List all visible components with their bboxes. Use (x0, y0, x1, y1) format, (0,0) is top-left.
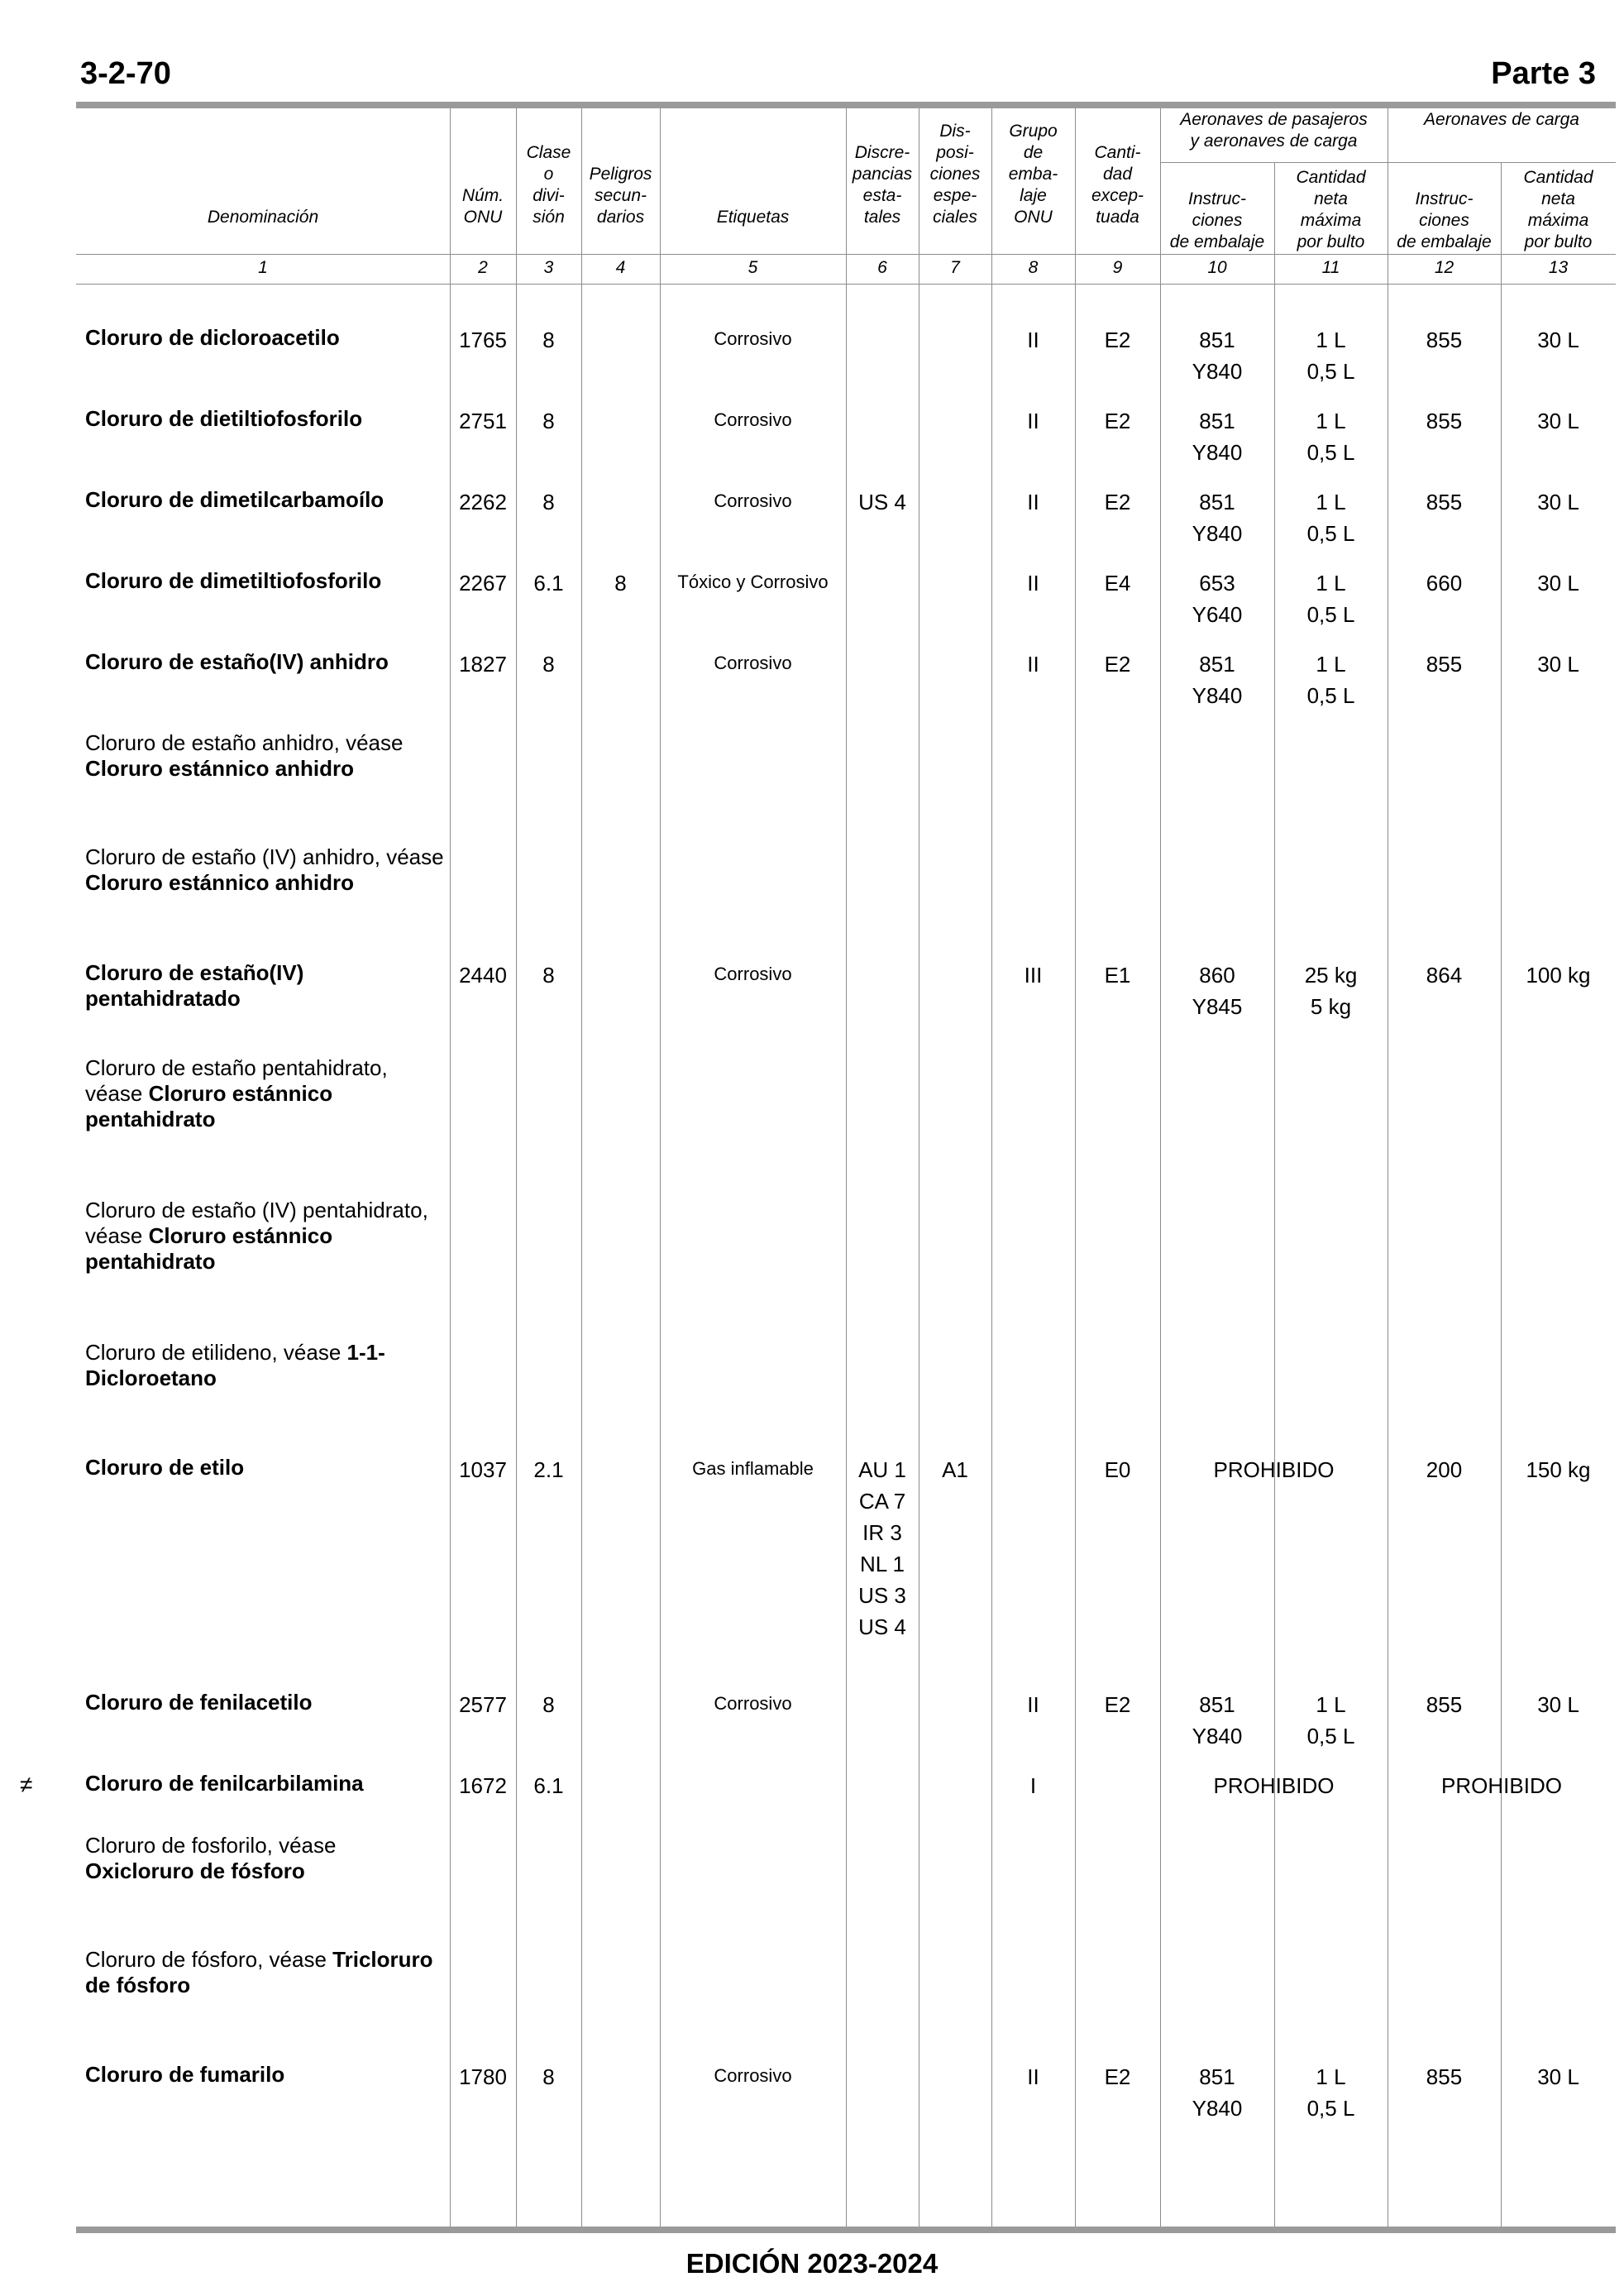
cargo-packing-instr: 855 (1426, 2064, 1463, 2089)
un-number: 1672 (459, 1773, 507, 1798)
top-rule (76, 102, 1616, 108)
cross-reference: Cloruro de fósforo, véase Tricloruro de fósforo (85, 1947, 433, 1997)
pax-max-qty: 1 L 0,5 L (1306, 652, 1355, 708)
un-number: 2267 (459, 571, 507, 596)
un-number: 1780 (459, 2064, 507, 2089)
page-number: 3-2-70 (80, 56, 171, 91)
cross-reference: Cloruro de etilideno, véase 1-1-Dicloroetano (85, 1340, 385, 1390)
pax-packing-instr: 851 Y840 (1192, 490, 1243, 546)
cargo-max-qty: 30 L (1537, 2064, 1579, 2089)
pax-packing-instr: 851 Y840 (1192, 652, 1243, 708)
hazard-label: Tóxico y Corrosivo (677, 572, 829, 592)
hazard-label: Corrosivo (714, 1693, 792, 1714)
packing-group: I (1029, 1773, 1037, 1798)
pax-max-qty: 1 L 0,5 L (1306, 328, 1355, 384)
secondary-hazard: 8 (614, 571, 627, 596)
un-number: 1827 (459, 652, 507, 677)
col-divider (846, 108, 847, 2227)
table-row-name: Cloruro de estaño(IV) anhidro (85, 649, 389, 674)
col-header-grupo: Grupo de emba- laje ONU (1008, 122, 1058, 227)
table-row-name: Cloruro de dietiltiofosforilo (85, 406, 363, 431)
col-header-discrepancias: Discre- pancias esta- tales (852, 143, 913, 227)
class-division: 8 (542, 328, 555, 352)
table-row-name: Cloruro de fenilcarbilamina (85, 1771, 364, 1796)
hazard-label: Corrosivo (714, 964, 792, 984)
amendment-mark: ≠ (20, 1772, 33, 1797)
excepted-qty: E4 (1104, 571, 1131, 596)
col-number: 6 (877, 258, 887, 277)
col-number: 5 (748, 258, 758, 277)
table-row-name: Cloruro de etilo (85, 1455, 245, 1480)
excepted-qty: E2 (1104, 2064, 1131, 2089)
pax-forbidden: PROHIBIDO (1213, 1773, 1335, 1798)
state-variations: AU 1 CA 7 IR 3 NL 1 US 3 US 4 (858, 1457, 906, 1639)
group-header-pasajeros: Aeronaves de pasajeros y aeronaves de carga (1180, 110, 1368, 151)
col-number: 9 (1112, 258, 1123, 277)
table-row-name: Cloruro de fenilacetilo (85, 1690, 313, 1715)
col-number: 10 (1207, 258, 1227, 277)
class-division: 8 (542, 490, 555, 514)
packing-group: III (1024, 963, 1043, 988)
hazard-label: Corrosivo (714, 328, 792, 349)
col-header-carga-instr: Instruc- ciones de embalaje (1397, 189, 1492, 251)
special-provisions: A1 (942, 1457, 968, 1482)
pax-forbidden: PROHIBIDO (1213, 1457, 1335, 1482)
packing-group: II (1027, 490, 1039, 514)
pax-packing-instr: 851 Y840 (1192, 2064, 1243, 2121)
table-row-name: Cloruro de estaño(IV) pentahidratado (85, 960, 304, 1011)
cargo-max-qty: 30 L (1537, 1692, 1579, 1717)
table-row-name: Cloruro de fumarilo (85, 2062, 285, 2087)
excepted-qty: E1 (1104, 963, 1131, 988)
cargo-packing-instr: 864 (1426, 963, 1463, 988)
col-header-denominacion: Denominación (207, 208, 319, 227)
class-division: 6.1 (533, 571, 564, 596)
number-divider (76, 284, 1616, 285)
state-variations: US 4 (858, 490, 906, 514)
class-division: 8 (542, 1692, 555, 1717)
col-number: 3 (543, 258, 554, 277)
class-division: 8 (542, 652, 555, 677)
col-header-pax-cant: Cantidad neta máxima por bulto (1296, 168, 1366, 251)
col-number: 13 (1548, 258, 1569, 277)
cargo-packing-instr: 855 (1426, 1692, 1463, 1717)
cross-reference: Cloruro de estaño pentahidrato, véase Cloruro estánnico pentahidrato (85, 1055, 388, 1131)
col-header-disposiciones: Dis- posi- ciones espe- ciales (929, 122, 981, 227)
cargo-max-qty: 30 L (1537, 490, 1579, 514)
pax-packing-instr: 851 Y840 (1192, 328, 1243, 384)
pax-packing-instr: 851 Y840 (1192, 1692, 1243, 1748)
col-header-carga-cant: Cantidad neta máxima por bulto (1523, 168, 1593, 251)
class-division: 8 (542, 963, 555, 988)
cross-reference: Cloruro de estaño anhidro, véase Cloruro estánnico anhidro (85, 730, 404, 781)
cross-reference: Cloruro de estaño (IV) pentahidrato, véase Cloruro estánnico pentahidrato (85, 1198, 428, 1274)
packing-group: II (1027, 2064, 1039, 2089)
col-header-num-onu: Núm. ONU (461, 186, 504, 227)
col-number: 7 (950, 258, 960, 277)
pax-max-qty: 1 L 0,5 L (1306, 1692, 1355, 1748)
cargo-max-qty: 100 kg (1526, 963, 1591, 988)
pax-packing-instr: 860 Y845 (1192, 963, 1243, 1019)
un-number: 2262 (459, 490, 507, 514)
cargo-forbidden: PROHIBIDO (1441, 1773, 1562, 1798)
pax-max-qty: 25 kg 5 kg (1304, 963, 1358, 1019)
pax-packing-instr: 653 Y640 (1192, 571, 1243, 627)
cargo-max-qty: 150 kg (1526, 1457, 1591, 1482)
col-header-clase: Clase o divi- sión (526, 143, 571, 227)
un-number: 2440 (459, 963, 507, 988)
col-number: 8 (1028, 258, 1039, 277)
col-header-cantidad-exceptuada: Canti- dad excep- tuada (1091, 143, 1144, 227)
group-divider (1160, 162, 1616, 163)
cargo-packing-instr: 855 (1426, 652, 1463, 677)
packing-group: II (1027, 652, 1039, 677)
hazard-label: Corrosivo (714, 490, 792, 511)
excepted-qty: E2 (1104, 1692, 1131, 1717)
cargo-packing-instr: 855 (1426, 490, 1463, 514)
col-number: 2 (478, 258, 488, 277)
cross-reference: Cloruro de fosforilo, véase Oxicloruro de fósforo (85, 1833, 337, 1883)
table-row-name: Cloruro de dicloroacetilo (85, 325, 340, 350)
excepted-qty: E0 (1104, 1457, 1131, 1482)
header-divider (76, 254, 1616, 255)
col-divider (1501, 162, 1502, 2227)
class-division: 2.1 (533, 1457, 564, 1482)
pax-max-qty: 1 L 0,5 L (1306, 571, 1355, 627)
packing-group: II (1027, 1692, 1039, 1717)
packing-group: II (1027, 571, 1039, 596)
hazard-label: Corrosivo (714, 2065, 792, 2086)
class-division: 8 (542, 2064, 555, 2089)
cargo-max-qty: 30 L (1537, 328, 1579, 352)
un-number: 1765 (459, 328, 507, 352)
col-number: 1 (258, 258, 268, 277)
cargo-max-qty: 30 L (1537, 652, 1579, 677)
col-divider (1274, 162, 1275, 2227)
excepted-qty: E2 (1104, 328, 1131, 352)
pax-packing-instr: 851 Y840 (1192, 409, 1243, 465)
part-label: Parte 3 (1491, 56, 1596, 91)
packing-group: II (1027, 328, 1039, 352)
edition-footer: EDICIÓN 2023-2024 (685, 2248, 939, 2279)
packing-group: II (1027, 409, 1039, 433)
un-number: 2577 (459, 1692, 507, 1717)
group-header-carga: Aeronaves de carga (1424, 110, 1579, 129)
col-divider (581, 108, 582, 2227)
cargo-max-qty: 30 L (1537, 571, 1579, 596)
table-row-name: Cloruro de dimetilcarbamoílo (85, 487, 385, 512)
class-division: 6.1 (533, 1773, 564, 1798)
un-number: 2751 (459, 409, 507, 433)
excepted-qty: E2 (1104, 490, 1131, 514)
pax-max-qty: 1 L 0,5 L (1306, 409, 1355, 465)
cargo-packing-instr: 660 (1426, 571, 1463, 596)
col-number: 11 (1321, 258, 1340, 277)
col-header-etiquetas: Etiquetas (716, 208, 790, 227)
un-number: 1037 (459, 1457, 507, 1482)
excepted-qty: E2 (1104, 409, 1131, 433)
table-row-name: Cloruro de dimetiltiofosforilo (85, 568, 382, 593)
cross-reference: Cloruro de estaño (IV) anhidro, véase Cloruro estánnico anhidro (85, 844, 444, 895)
pax-max-qty: 1 L 0,5 L (1306, 2064, 1355, 2121)
pax-max-qty: 1 L 0,5 L (1306, 490, 1355, 546)
cargo-packing-instr: 200 (1426, 1457, 1463, 1482)
bottom-rule (76, 2227, 1616, 2233)
cargo-packing-instr: 855 (1426, 409, 1463, 433)
cargo-max-qty: 30 L (1537, 409, 1579, 433)
col-header-peligros: Peligros secun- darios (589, 165, 652, 227)
hazard-label: Corrosivo (714, 653, 792, 673)
hazard-label: Corrosivo (714, 409, 792, 430)
class-division: 8 (542, 409, 555, 433)
hazard-label: Gas inflamable (692, 1458, 814, 1479)
col-header-pax-instr: Instruc- ciones de embalaje (1169, 189, 1265, 251)
excepted-qty: E2 (1104, 652, 1131, 677)
col-number: 4 (615, 258, 626, 277)
col-number: 12 (1434, 258, 1454, 277)
cargo-packing-instr: 855 (1426, 328, 1463, 352)
